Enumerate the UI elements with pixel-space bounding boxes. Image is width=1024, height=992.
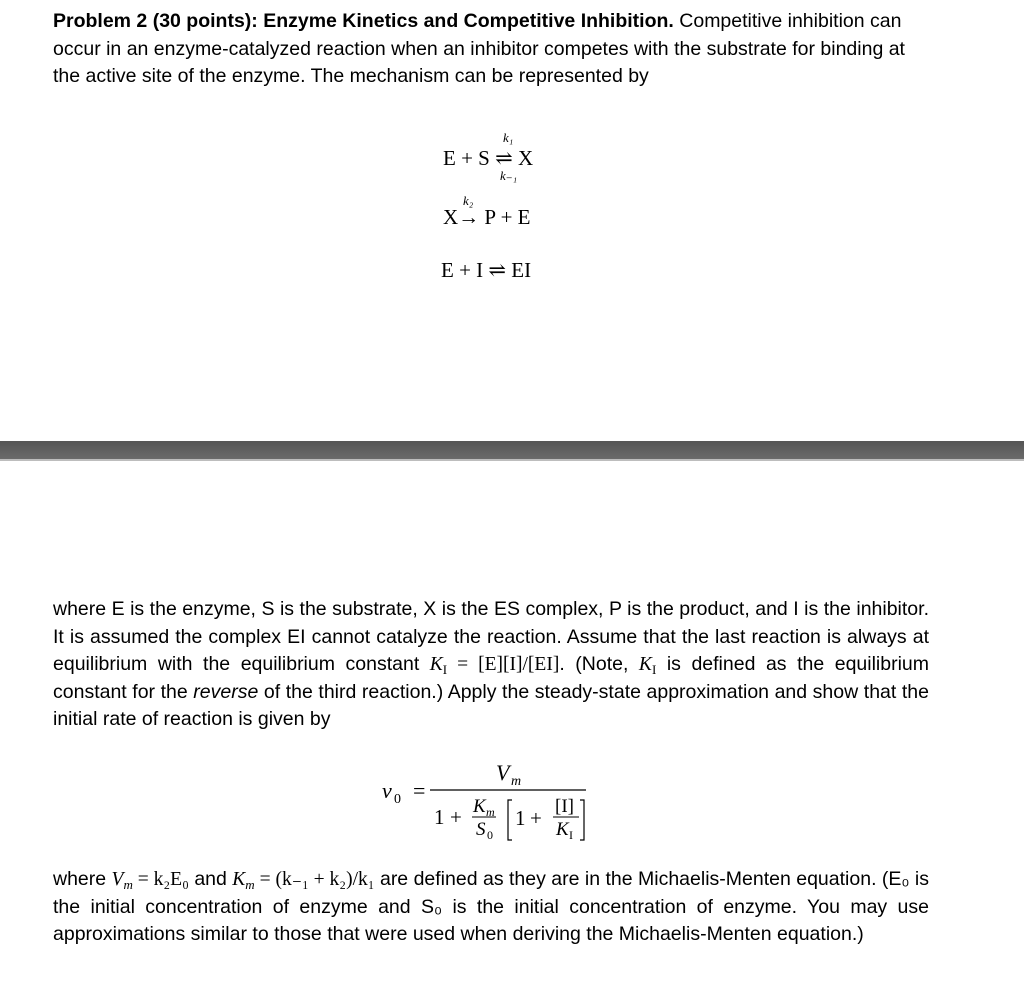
denominator-one: 1 [434,805,445,829]
s0-letter: S [476,819,486,840]
bracket-plus: + [530,806,542,830]
explanation-paragraph: where E is the enzyme, S is the substrate, X is the ES complex, P is the product, and I is the inhibitor. It is assumed the complex EI cannot catalyze the reaction. Assume that the last reaction is always at equilibrium with the equilibrium constant $K_I = [E][I]/[EI]$. (Note, $K_I$ is defined as the equilibrium constant for the reverse of the third reaction.) Apply the steady-state approximation and show that the initial rate of reaction is given by [53,598,930,730]
left-bracket [508,800,512,840]
reaction-1 [443,146,533,171]
reaction-1-reactants: E + S [443,146,490,170]
km-subscript: m [486,805,495,819]
reaction-2 [443,205,531,230]
inhibitor-conc: [I] [555,796,574,817]
rate-subscript-0: 0 [394,792,401,807]
reaction-2-products: P + E [484,205,531,229]
divider-bar [0,441,1024,459]
rate-symbol-v: v [382,778,392,803]
numerator-sub-m: m [511,774,522,789]
ki-symbol: $K_I$ [638,654,657,677]
s0-subscript: 0 [487,828,493,842]
reaction-3-product: EI [511,258,532,282]
problem-heading: Problem 2 (30 points): Enzyme Kinetics and Competitive Inhibition. [53,10,674,32]
ki-subscript: I [569,828,573,842]
rate-constant-k1: k₁ [503,130,514,145]
definitions-paragraph: where $V_m = k_2E_0$ and $K_m = (k_{-1} + k_2)/k_1$ are defined as they are in the Michaelis-Menten equation. (E₀ is the initial concentration of enzyme and S₀ is the initial concentration of enzyme. You may use approximations similar to those that were used when deriving the Michaelis-Menten equation.) [53,868,930,945]
reaction-3-reactants: E + I [441,258,484,282]
bracket-one: 1 [515,806,526,830]
reaction-3 [441,258,531,283]
divider-shadow [0,459,1024,461]
forward-arrow: → [458,205,480,229]
rate-constant-k2: k₂ [463,193,474,208]
problem-statement [53,8,929,91]
ki-letter: K [556,819,569,840]
numerator-v: V [496,760,510,785]
km-definition: $K_m = (k_{-1} + k_2)/k_1$ [232,869,375,892]
reaction-2-reactant: X [443,205,459,229]
rate-equation [370,752,610,844]
reaction-1-product: X [517,146,534,170]
vm-definition: $V_m = k_2E_0$ [111,869,189,892]
reverse-word: reverse [193,680,259,703]
ki-definition: $K_I = [E][I]/[EI]$ [429,654,560,677]
problem-intro: Competitive inhibition can occur in an enzyme-catalyzed reaction when an inhibitor competes with the substrate for binding at the active site of the enzyme. The mechanism can be represented by [53,10,905,87]
km-letter: K [473,796,486,817]
right-bracket [580,800,584,840]
rate-constant-k-minus-1: k₋₁ [500,168,518,183]
equilibrium-arrow: ⇌ [495,146,513,170]
equilibrium-arrow-3: ⇌ [488,258,507,282]
denominator-plus: + [450,805,462,829]
equals-sign: = [413,778,426,803]
